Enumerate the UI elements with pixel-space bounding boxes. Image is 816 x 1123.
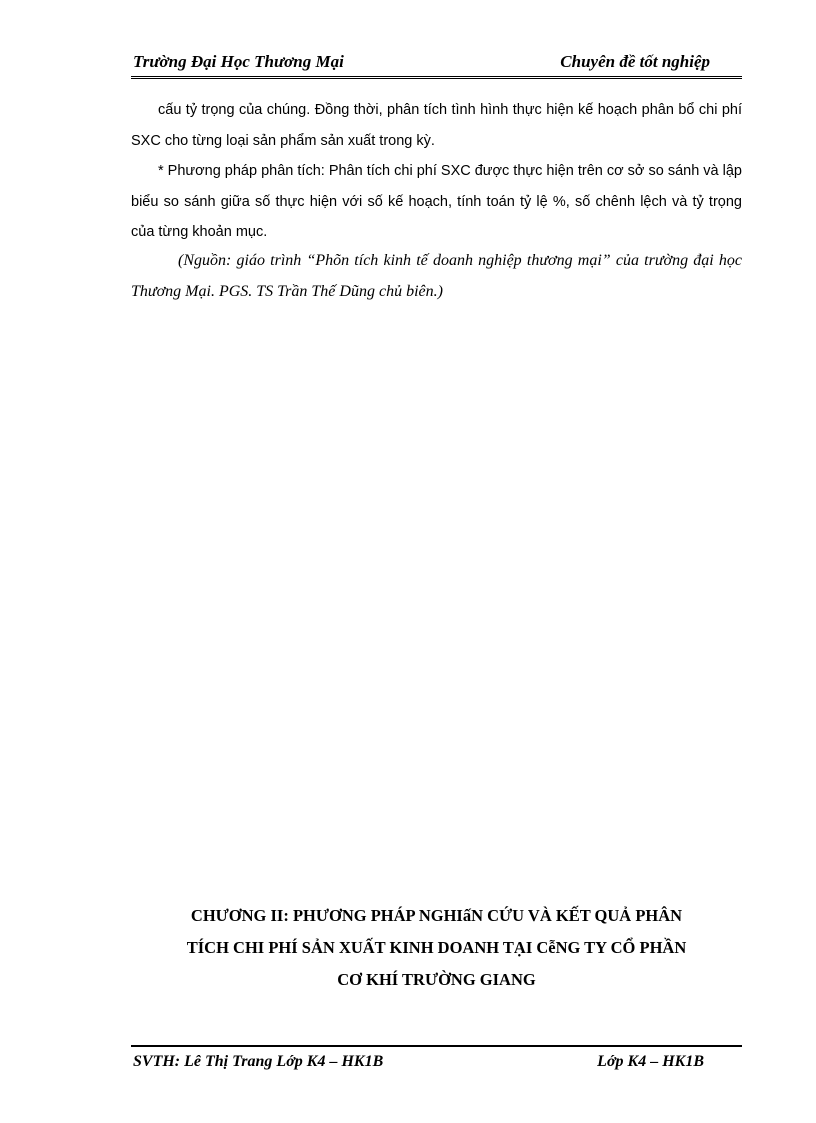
header-school-name: Trường Đại Học Thương Mại xyxy=(133,52,344,71)
source-citation xyxy=(131,246,742,307)
footer-class: Lớp K4 – HK1B xyxy=(597,1053,704,1070)
chapter-heading-line-3: CƠ KHÍ TRƯỜNG GIANG xyxy=(337,970,536,989)
paragraph-1 xyxy=(131,95,742,156)
header-document-type: Chuyên đề tốt nghiệp xyxy=(560,52,710,71)
page-header xyxy=(131,50,742,79)
page-footer xyxy=(131,1045,742,1077)
footer-student-info: SVTH: Lê Thị Trang Lớp K4 – HK1B xyxy=(133,1053,384,1070)
chapter-heading xyxy=(131,900,742,996)
paragraph-1-text: cấu tỷ trọng của chúng. Đồng thời, phân tích tình hình thực hiện kế hoạch phân bổ chi phí SXC cho từng loại sản phẩm sản xuất trong kỳ. xyxy=(131,102,742,149)
paragraph-2-text: * Phương pháp phân tích: Phân tích chi phí SXC được thực hiện trên cơ sở so sánh và lập biểu so sánh giữa số thực hiện với số kế hoạch, tính toán tỷ lệ %, số chênh lệch và tỷ trọng của từng khoản mục. xyxy=(131,163,742,240)
paragraph-2 xyxy=(131,156,742,248)
chapter-heading-line-1: CHƯƠNG II: PHƯƠNG PHÁP NGHIấN CỨU VÀ KẾT QUẢ PHÂN xyxy=(190,906,683,925)
chapter-heading-line-2: TÍCH CHI PHÍ SẢN XUẤT KINH DOANH TẠI CễNG TY CỔ PHẦN xyxy=(186,938,687,957)
source-citation-text: (Nguồn: giáo trình “Phõn tích kinh tế doanh nghiệp thương mại” của trường đại học Thương Mại. PGS. TS Trần Thế Dũng chủ biên.) xyxy=(131,252,742,300)
